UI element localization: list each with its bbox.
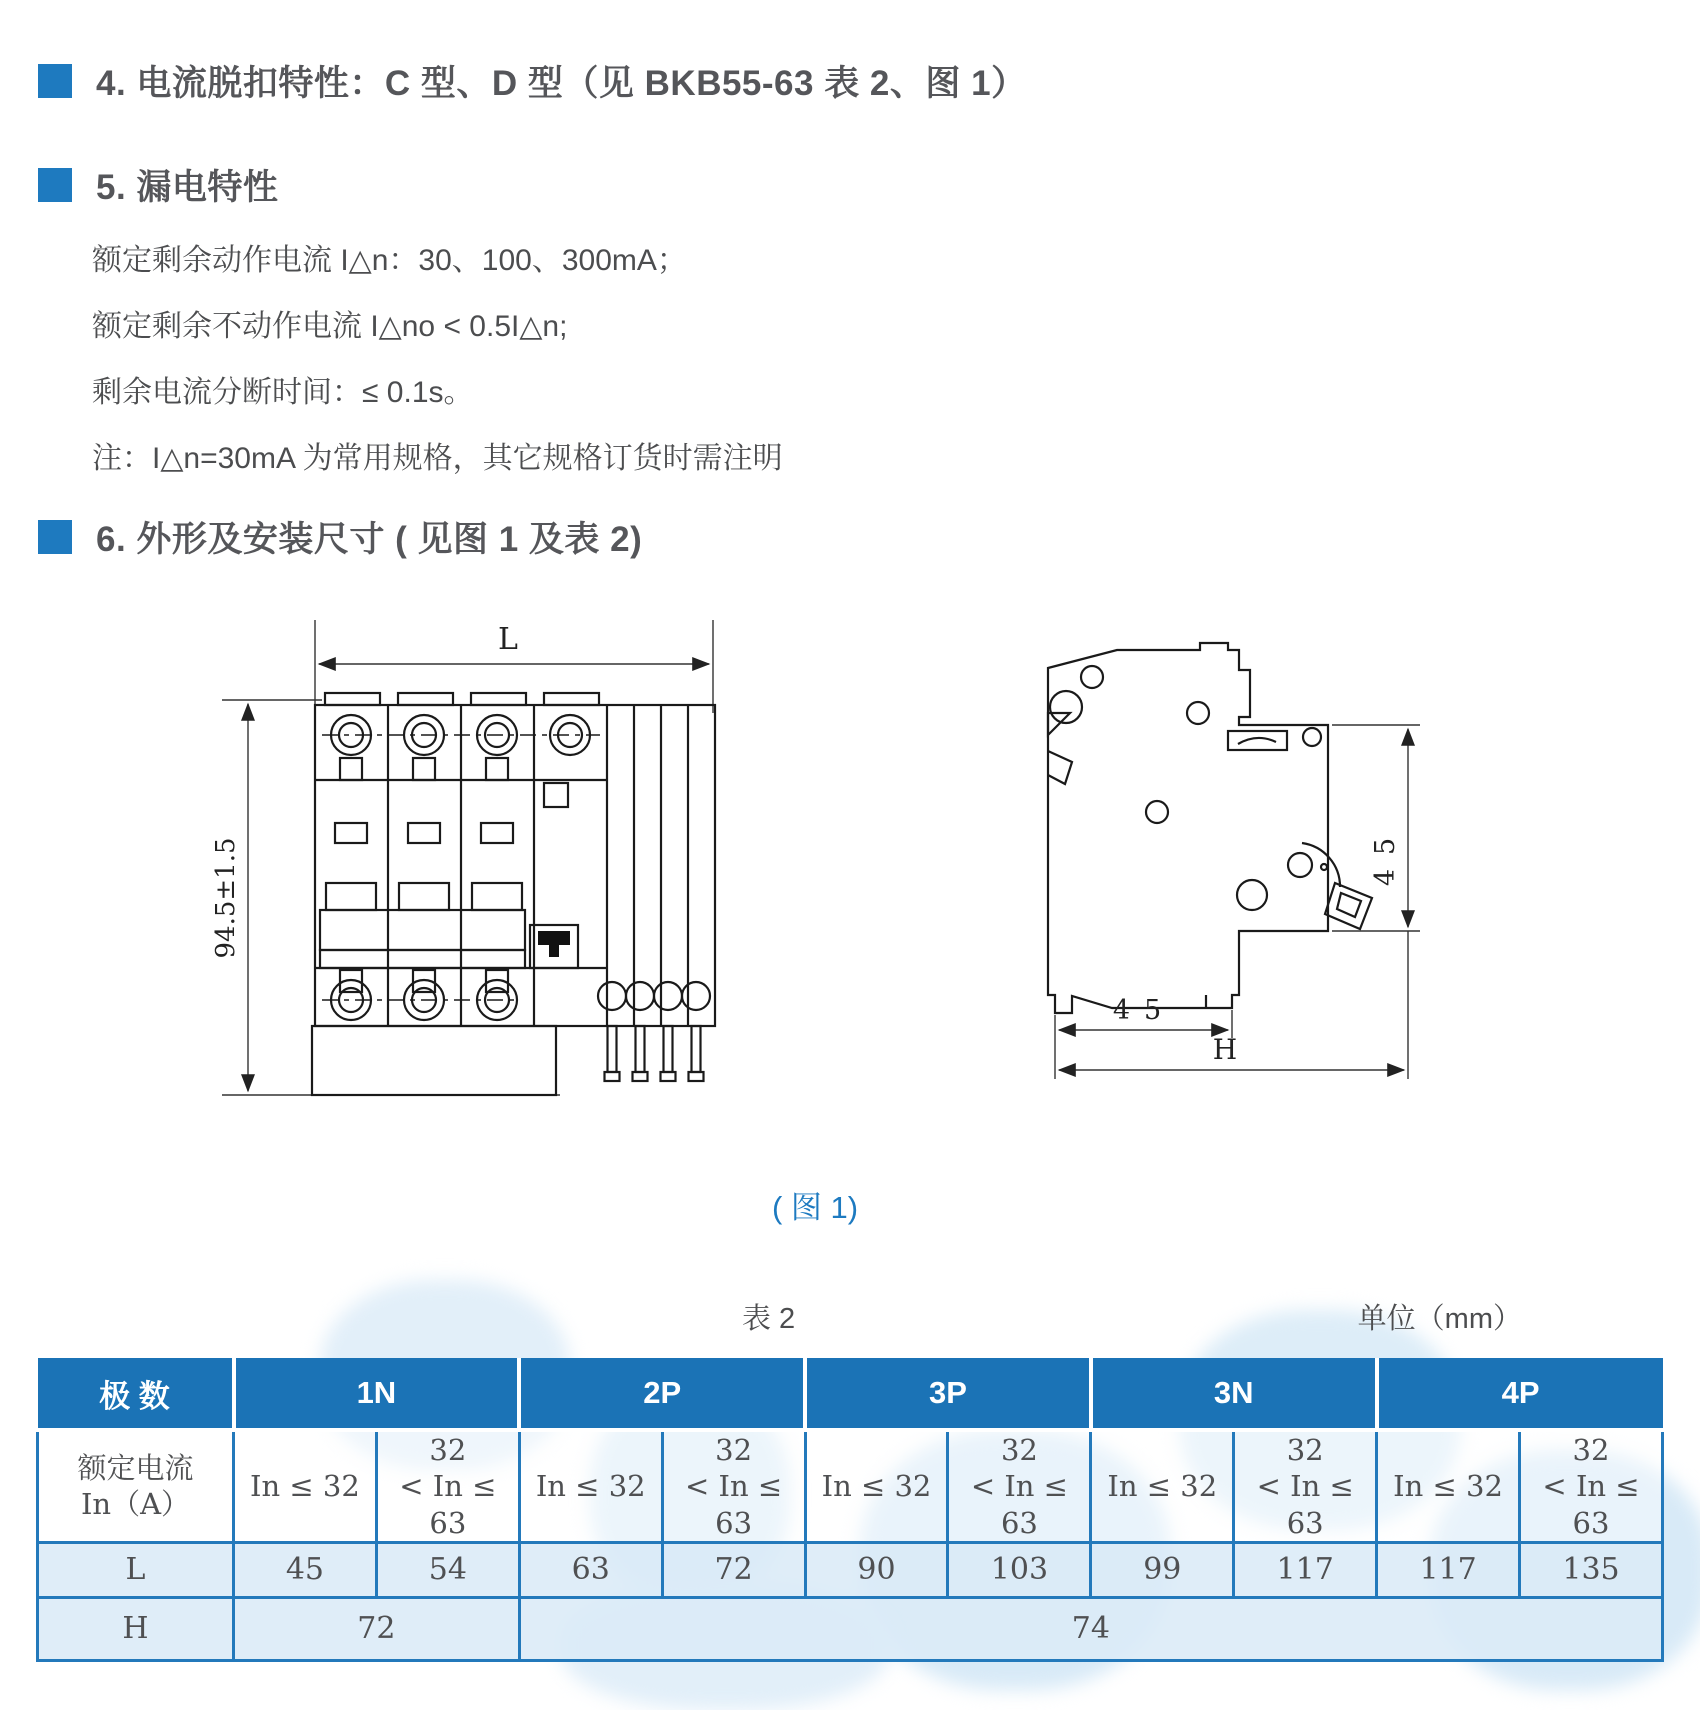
table-2-caption: 表 2 [742,1303,796,1335]
current-cell: 32 < In ≤ 63 [948,1430,1091,1542]
L-row-label: L [38,1542,234,1597]
spec-line: 额定剩余不动作电流 I△no < 0.5I△n; [92,310,568,343]
side-base-label: 45 [1112,995,1176,1026]
section-6-heading [38,512,642,562]
blue-square-bullet [38,64,72,98]
side-view-drawing [920,565,1480,1110]
current-cell: In ≤ 32 [1091,1430,1234,1542]
spec-line: 额定剩余动作电流 I△n：30、100、300mA； [92,244,687,277]
figure-1-caption: ( 图 1) [771,1190,859,1225]
L-value: 103 [948,1542,1091,1597]
pole-header-2P: 2P [519,1358,805,1430]
section-4-heading [38,56,1027,106]
front-view-drawing [160,565,730,1110]
L-value: 72 [662,1542,805,1597]
section-5-title: 5. 漏电特性 [96,168,279,207]
L-dimension-row [38,1542,1663,1597]
current-cell: In ≤ 32 [234,1430,377,1542]
corner-header-cell: 极 数 [38,1358,234,1430]
section-4-title: 4. 电流脱扣特性：C 型、D 型（见 BKB55-63 表 2、图 1） [96,64,1027,103]
H-dimension-row [38,1597,1663,1660]
section-5-heading [38,160,278,210]
L-value: 54 [376,1542,519,1597]
H-value: 72 [234,1597,520,1660]
current-cell: 32 < In ≤ 63 [662,1430,805,1542]
leakage-specs [92,228,783,492]
blue-square-bullet [38,520,72,554]
breaker-side-body [1048,643,1372,1013]
current-cell: In ≤ 32 [1377,1430,1520,1542]
side-height-label: H [1212,1033,1238,1066]
dimensions-table [36,1358,1664,1662]
blue-square-bullet [38,168,72,202]
L-value: 117 [1377,1542,1520,1597]
current-cell: 32 < In ≤ 63 [1520,1430,1663,1542]
pole-header-4P: 4P [1377,1358,1663,1430]
pole-header-3P: 3P [805,1358,1091,1430]
L-value: 45 [234,1542,377,1597]
table-unit-label: 单位（mm） [1357,1303,1522,1335]
current-cell: In ≤ 32 [805,1430,948,1542]
section-6-title: 6. 外形及安装尺寸 ( 见图 1 及表 2) [96,520,643,559]
table-header-row [38,1358,1663,1430]
L-value: 90 [805,1542,948,1597]
rated-current-label: 额定电流 In（A） [38,1430,234,1542]
H-value: 74 [519,1597,1662,1660]
current-cell: In ≤ 32 [519,1430,662,1542]
L-value: 99 [1091,1542,1234,1597]
side-depth-label: 45 [1370,823,1401,887]
spec-line: 注：I△n=30mA 为常用规格，其它规格订货时需注明 [92,442,783,475]
pole-header-1N: 1N [234,1358,520,1430]
current-cell: 32 < In ≤ 63 [1234,1430,1377,1542]
L-value: 117 [1234,1542,1377,1597]
spec-line: 剩余电流分断时间：≤ 0.1s。 [92,376,474,409]
front-width-label: L [498,622,518,657]
H-row-label: H [38,1597,234,1660]
rated-current-row [38,1430,1663,1542]
front-height-label: 94.5±1.5 [211,837,241,959]
dimension-height [222,700,560,1095]
pole-header-3N: 3N [1091,1358,1377,1430]
breaker-front-body [312,693,715,1095]
L-value: 135 [1520,1542,1663,1597]
current-cell: 32 < In ≤ 63 [376,1430,519,1542]
L-value: 63 [519,1542,662,1597]
